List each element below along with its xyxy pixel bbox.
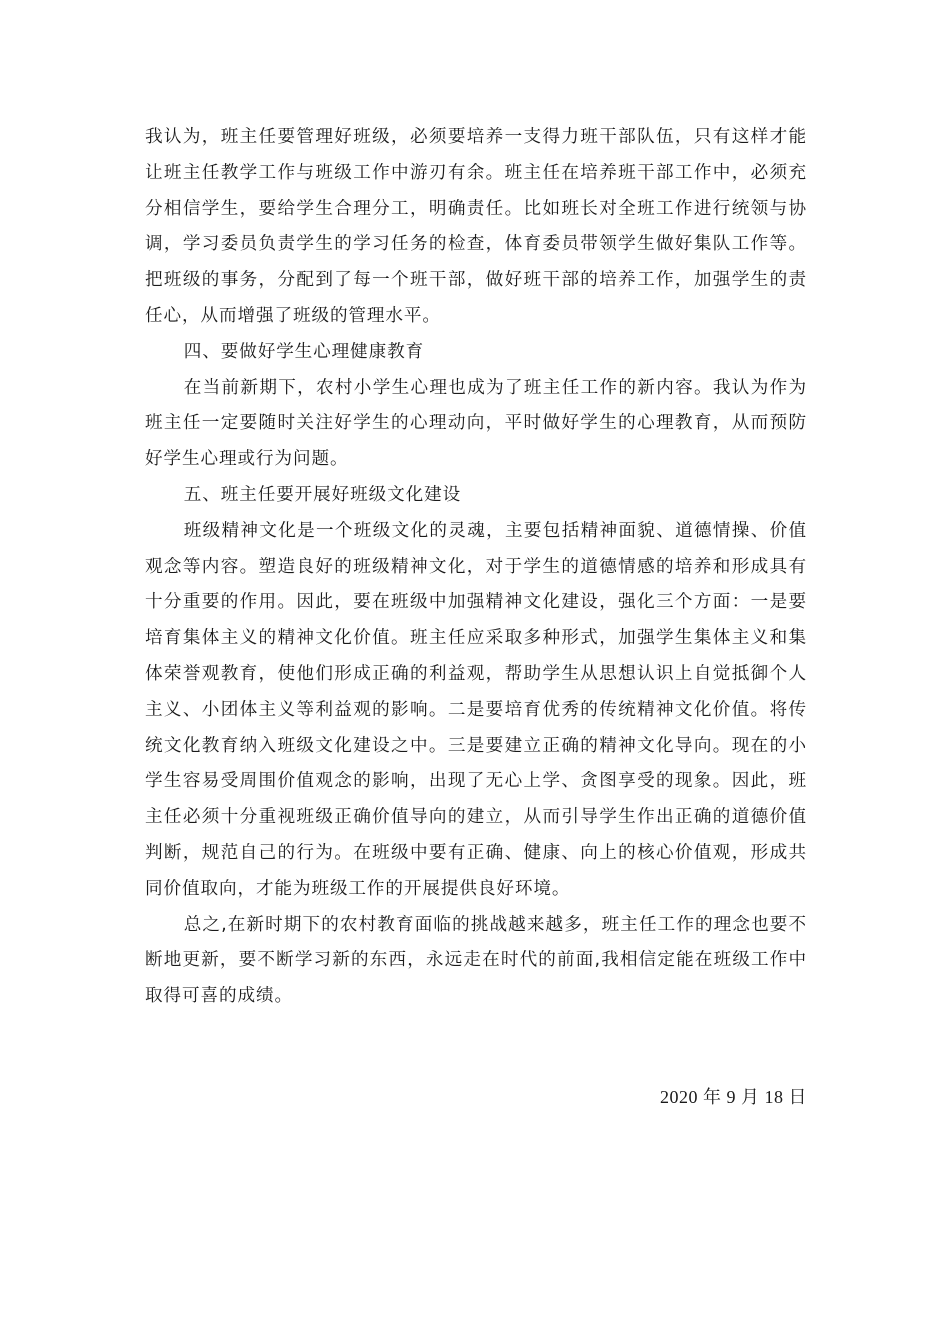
paragraph-conclusion: 总之,在新时期下的农村教育面临的挑战越来越多，班主任工作的理念也要不断地更新，要不断学习新的东西，永远走在时代的前面,我相信定能在班级工作中取得可喜的成绩。 (145, 914, 807, 1007)
paragraph-class-culture: 班级精神文化是一个班级文化的灵魂，主要包括精神面貌、道德情操、价值观念等内容。塑造良好的班级精神文化，对于学生的道德情感的培养和形成具有十分重要的作用。因此，要在班级中加强精神文化建设，强化三个方面：一是要培育集体主义的精神文化价值。班主任应采取多种形式，加强学生集体主义和集体荣誉观教育，使他们形成正确的利益观，帮助学生从思想认识上自觉抵御个人主义、小团体主义等利益观的影响。二是要培育优秀的传统精神文化价值。将传统文化教育纳入班级文化建设之中。三是要建立正确的精神文化导向。现在的小学生容易受周围价值观念的影响，出现了无心上学、贪图享受的现象。因此，班主任必须十分重视班级正确价值导向的建立，从而引导学生作出正确的道德价值判断，规范自己的行为。在班级中要有正确、健康、向上的核心价值观，形成共同价值取向，才能为班级工作的开展提供良好环境。 (145, 520, 807, 899)
section-heading-class-culture: 五、班主任要开展好班级文化建设 (183, 484, 462, 505)
document-date: 2020 年 9 月 18 日 (660, 1087, 807, 1107)
paragraph-mental-health: 在当前新期下，农村小学生心理也成为了班主任工作的新内容。我认为作为班主任一定要随时关注好学生的心理动向，平时做好学生的心理教育，从而预防好学生心理或行为问题。 (145, 377, 807, 470)
section-heading-mental-health: 四、要做好学生心理健康教育 (183, 341, 425, 362)
paragraph-class-leaders: 我认为，班主任要管理好班级，必须要培养一支得力班干部队伍，只有这样才能让班主任教学工作与班级工作中游刃有余。班主任在培养班干部工作中，必须充分相信学生，要给学生合理分工，明确责任。比如班长对全班工作进行统领与协调，学习委员负责学生的学习任务的检查，体育委员带领学生做好集队工作等。把班级的事务，分配到了每一个班干部，做好班干部的培养工作，加强学生的责任心，从而增强了班级的管理水平。 (145, 127, 807, 326)
document-body (145, 120, 807, 1015)
